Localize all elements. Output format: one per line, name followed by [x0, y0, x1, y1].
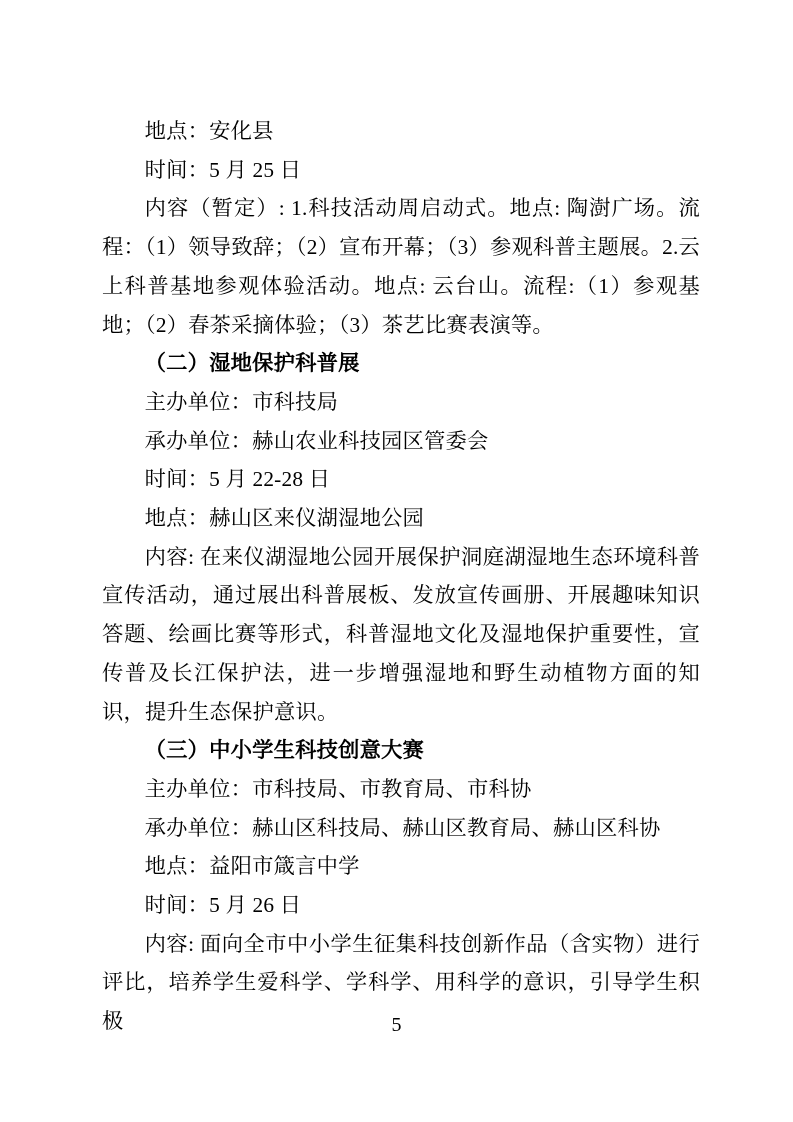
body-paragraph: 内容: 面向全市中小学生征集科技创新作品（含实物）进行评比，培养学生爱科学、学科学、用科学的意识，引导学生积极: [102, 931, 700, 1034]
body-paragraph: 内容（暂定）: 1.科技活动周启动式。地点: 陶澍广场。流程：（1）领导致辞；（2）宣布开幕；（3）参观科普主题展。2.云上科普基地参观体验活动。地点: 云台山。流程:（1）参观基地；（2）春茶采摘体验；（3）茶艺比赛表演等。: [102, 196, 700, 337]
body-paragraph: 承办单位：赫山农业科技园区管委会: [144, 428, 489, 453]
page-footer: [0, 1010, 793, 1040]
body-paragraph: 内容: 在来仪湖湿地公园开展保护洞庭湖湿地生态环境科普宣传活动，通过展出科普展板、发放宣传画册、开展趣味知识答题、绘画比赛等形式，科普湿地文化及湿地保护重要性，宣传普及长江保护法，进一步增强湿地和野生动植物方面的知识，提升生态保护意识。: [102, 544, 700, 724]
body-paragraph: 主办单位：市科技局: [144, 389, 339, 414]
section-heading: （三）中小学生科技创意大赛: [144, 738, 425, 763]
body-paragraph: 地点：安化县: [144, 119, 274, 143]
body-paragraph: 时间：5 月 26 日: [144, 893, 302, 918]
body-paragraph: 主办单位：市科技局、市教育局、市科协: [144, 776, 532, 801]
body-paragraph: 承办单位：赫山区科技局、赫山区教育局、赫山区科协: [144, 815, 661, 840]
page-content: [102, 112, 700, 1041]
body-paragraph: 地点：益阳市箴言中学: [144, 854, 360, 879]
section-heading: （二）湿地保护科普展: [144, 351, 360, 376]
page-number: 5: [391, 1014, 402, 1036]
body-paragraph: 时间：5 月 25 日: [144, 157, 302, 182]
body-paragraph: 时间：5 月 22-28 日: [144, 467, 331, 492]
body-paragraph: 地点：赫山区来仪湖湿地公园: [144, 506, 425, 531]
